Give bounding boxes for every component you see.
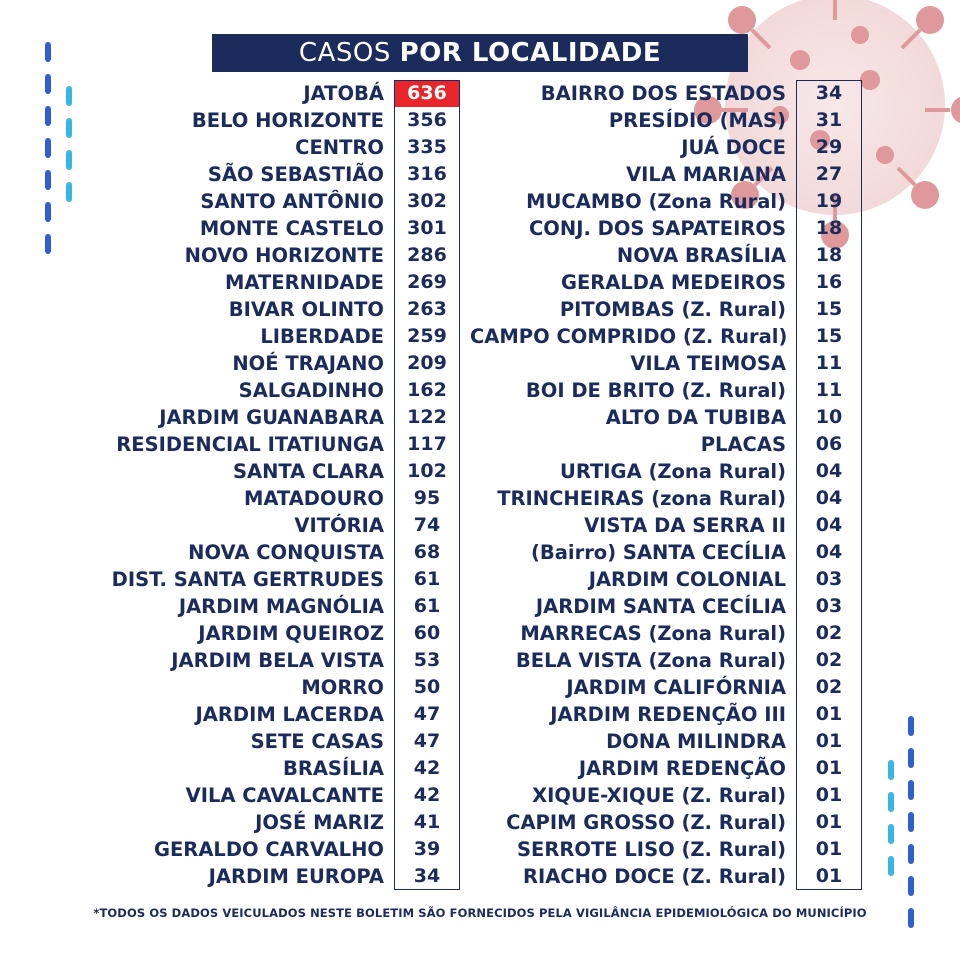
locality-name: VILA TEIMOSA xyxy=(630,352,786,375)
case-count: 01 xyxy=(815,703,843,725)
locality-name: (Bairro) SANTA CECÍLIA xyxy=(530,541,786,564)
locality-name: CENTRO xyxy=(295,136,384,159)
left-locality-row xyxy=(10,269,460,296)
left-locality-row xyxy=(10,593,460,620)
left-locality-row xyxy=(10,134,460,161)
case-count: 11 xyxy=(815,352,843,374)
locality-name: XIQUE-XIQUE (Z. Rural) xyxy=(532,784,786,807)
right-values-box xyxy=(796,80,862,890)
case-count: 39 xyxy=(413,838,441,860)
locality-name: MATERNIDADE xyxy=(225,271,384,294)
left-locality-row xyxy=(10,836,460,863)
case-count: 04 xyxy=(815,487,843,509)
case-count: 01 xyxy=(815,811,843,833)
left-locality-row xyxy=(10,107,460,134)
locality-name: GERALDO CARVALHO xyxy=(153,838,384,861)
locality-name: GERALDA MEDEIROS xyxy=(560,271,786,294)
left-locality-row xyxy=(10,701,460,728)
left-locality-row xyxy=(10,674,460,701)
locality-name: SALGADINHO xyxy=(238,379,384,402)
case-count: 335 xyxy=(407,136,447,158)
case-count: 02 xyxy=(815,622,843,644)
case-count: 60 xyxy=(413,622,441,644)
case-count: 04 xyxy=(815,514,843,536)
locality-name: NOVA CONQUISTA xyxy=(188,541,384,564)
locality-name: JARDIM EUROPA xyxy=(208,865,384,888)
locality-name: SETE CASAS xyxy=(250,730,384,753)
locality-name: MATADOURO xyxy=(243,487,384,510)
left-column xyxy=(10,80,460,890)
left-locality-row xyxy=(10,863,460,890)
left-locality-row xyxy=(10,80,460,107)
locality-name: BELA VISTA (Zona Rural) xyxy=(515,649,786,672)
locality-name: RIACHO DOCE (Z. Rural) xyxy=(522,865,786,888)
case-count: 18 xyxy=(815,217,843,239)
case-count: 42 xyxy=(413,757,441,779)
left-locality-row xyxy=(10,404,460,431)
case-count: 95 xyxy=(413,487,441,509)
case-count: 301 xyxy=(407,217,447,239)
locality-name: BRASÍLIA xyxy=(282,757,384,780)
case-count: 02 xyxy=(815,676,843,698)
case-count: 286 xyxy=(407,244,447,266)
case-count: 47 xyxy=(413,730,441,752)
locality-name: PLACAS xyxy=(700,433,786,456)
locality-name: JARDIM COLONIAL xyxy=(588,568,786,591)
locality-name: DONA MILINDRA xyxy=(606,730,786,753)
locality-name: NOÉ TRAJANO xyxy=(232,352,384,375)
case-count: 15 xyxy=(815,298,843,320)
locality-name: TRINCHEIRAS (zona Rural) xyxy=(497,487,786,510)
case-count: 01 xyxy=(815,730,843,752)
left-locality-row xyxy=(10,539,460,566)
locality-name: CAPIM GROSSO (Z. Rural) xyxy=(506,811,786,834)
locality-name: LIBERDADE xyxy=(260,325,384,348)
case-count: 259 xyxy=(407,325,447,347)
case-count: 102 xyxy=(407,460,447,482)
case-count: 356 xyxy=(407,109,447,131)
locality-name: JATOBÁ xyxy=(303,82,384,105)
case-count: 74 xyxy=(413,514,441,536)
left-locality-row xyxy=(10,431,460,458)
left-locality-row xyxy=(10,458,460,485)
case-count: 302 xyxy=(407,190,447,212)
locality-name: VISTA DA SERRA II xyxy=(584,514,786,537)
case-count: 29 xyxy=(815,136,843,158)
left-locality-row xyxy=(10,809,460,836)
locality-name: JARDIM SANTA CECÍLIA xyxy=(535,595,786,618)
locality-name: JARDIM MAGNÓLIA xyxy=(178,595,384,618)
right-column xyxy=(470,80,862,890)
case-count: 04 xyxy=(815,541,843,563)
locality-name: JARDIM CALIFÓRNIA xyxy=(566,676,786,699)
title-bold: POR LOCALIDADE xyxy=(399,38,662,68)
locality-name: VILA CAVALCANTE xyxy=(185,784,384,807)
locality-name: MONTE CASTELO xyxy=(199,217,384,240)
case-count: 636 xyxy=(394,80,460,107)
case-count: 47 xyxy=(413,703,441,725)
case-count: 01 xyxy=(815,865,843,887)
left-locality-row xyxy=(10,512,460,539)
case-count: 01 xyxy=(815,838,843,860)
locality-name: NOVO HORIZONTE xyxy=(184,244,384,267)
left-locality-row xyxy=(10,296,460,323)
locality-name: MUCAMBO (Zona Rural) xyxy=(526,190,786,213)
case-count: 19 xyxy=(815,190,843,212)
locality-name: DIST. SANTA GERTRUDES xyxy=(111,568,384,591)
locality-name: VITÓRIA xyxy=(294,514,384,537)
locality-name: BOI DE BRITO (Z. Rural) xyxy=(525,379,786,402)
locality-name: VILA MARIANA xyxy=(626,163,786,186)
case-count: 04 xyxy=(815,460,843,482)
case-count: 68 xyxy=(413,541,441,563)
locality-name: BIVAR OLINTO xyxy=(228,298,384,321)
left-locality-row xyxy=(10,242,460,269)
left-locality-row xyxy=(10,782,460,809)
locality-name: SANTA CLARA xyxy=(232,460,384,483)
case-count: 263 xyxy=(407,298,447,320)
case-count: 01 xyxy=(815,784,843,806)
left-values-box xyxy=(394,80,460,890)
locality-name: JARDIM QUEIROZ xyxy=(198,622,384,645)
footnote: *TODOS OS DADOS VEICULADOS NESTE BOLETIM SÃO FORNECIDOS PELA VIGILÂNCIA EPIDEMIOLÓGICA DO MUNICÍPIO xyxy=(93,906,867,920)
left-locality-row xyxy=(10,620,460,647)
locality-name: JARDIM REDENÇÃO III xyxy=(550,703,786,726)
case-count: 269 xyxy=(407,271,447,293)
locality-name: MARRECAS (Zona Rural) xyxy=(520,622,786,645)
locality-name: SANTO ANTÔNIO xyxy=(200,190,384,213)
case-count: 41 xyxy=(413,811,441,833)
left-locality-row xyxy=(10,323,460,350)
locality-name: CONJ. DOS SAPATEIROS xyxy=(529,217,786,240)
locality-name: BELO HORIZONTE xyxy=(191,109,384,132)
case-count: 06 xyxy=(815,433,843,455)
locality-name: BAIRRO DOS ESTADOS xyxy=(540,82,786,105)
locality-name: JARDIM LACERDA xyxy=(195,703,384,726)
left-locality-row xyxy=(10,755,460,782)
locality-name: CAMPO COMPRIDO (Z. Rural) xyxy=(470,325,788,348)
locality-name: JARDIM REDENÇÃO xyxy=(578,757,786,780)
case-count: 18 xyxy=(815,244,843,266)
case-count: 34 xyxy=(815,82,843,104)
locality-name: JOSÉ MARIZ xyxy=(255,811,384,834)
locality-name: JUÁ DOCE xyxy=(681,136,786,159)
left-locality-row xyxy=(10,728,460,755)
case-count: 122 xyxy=(407,406,447,428)
left-locality-row xyxy=(10,647,460,674)
page-title xyxy=(212,34,748,72)
case-count: 162 xyxy=(407,379,447,401)
locality-name: NOVA BRASÍLIA xyxy=(616,244,786,267)
case-count: 34 xyxy=(413,865,441,887)
case-count: 11 xyxy=(815,379,843,401)
locality-name: URTIGA (Zona Rural) xyxy=(560,460,786,483)
title-light: CASOS xyxy=(298,38,391,68)
left-locality-row xyxy=(10,485,460,512)
locality-name: PRESÍDIO (MAS) xyxy=(608,109,786,132)
locality-name: RESIDENCIAL ITATIUNGA xyxy=(116,433,384,456)
locality-name: MORRO xyxy=(301,676,384,699)
case-count: 27 xyxy=(815,163,843,185)
case-count: 316 xyxy=(407,163,447,185)
case-count: 61 xyxy=(413,595,441,617)
case-count: 16 xyxy=(815,271,843,293)
left-locality-row xyxy=(10,377,460,404)
case-count: 42 xyxy=(413,784,441,806)
case-count: 02 xyxy=(815,649,843,671)
locality-name: PITOMBAS (Z. Rural) xyxy=(559,298,786,321)
left-locality-row xyxy=(10,350,460,377)
locality-name: JARDIM GUANABARA xyxy=(159,406,384,429)
case-count: 03 xyxy=(815,595,843,617)
case-count: 209 xyxy=(407,352,447,374)
left-locality-row xyxy=(10,215,460,242)
locality-name: ALTO DA TUBIBA xyxy=(605,406,786,429)
case-count: 117 xyxy=(407,433,447,455)
case-count: 03 xyxy=(815,568,843,590)
locality-name: SERROTE LISO (Z. Rural) xyxy=(517,838,786,861)
left-locality-row xyxy=(10,161,460,188)
left-locality-row xyxy=(10,188,460,215)
left-locality-row xyxy=(10,566,460,593)
case-count: 61 xyxy=(413,568,441,590)
locality-name: SÃO SEBASTIÃO xyxy=(207,163,384,186)
case-count: 31 xyxy=(815,109,843,131)
case-count: 10 xyxy=(815,406,843,428)
locality-name: JARDIM BELA VISTA xyxy=(171,649,384,672)
case-count: 50 xyxy=(413,676,441,698)
case-count: 15 xyxy=(815,325,843,347)
case-count: 01 xyxy=(815,757,843,779)
case-count: 53 xyxy=(413,649,441,671)
